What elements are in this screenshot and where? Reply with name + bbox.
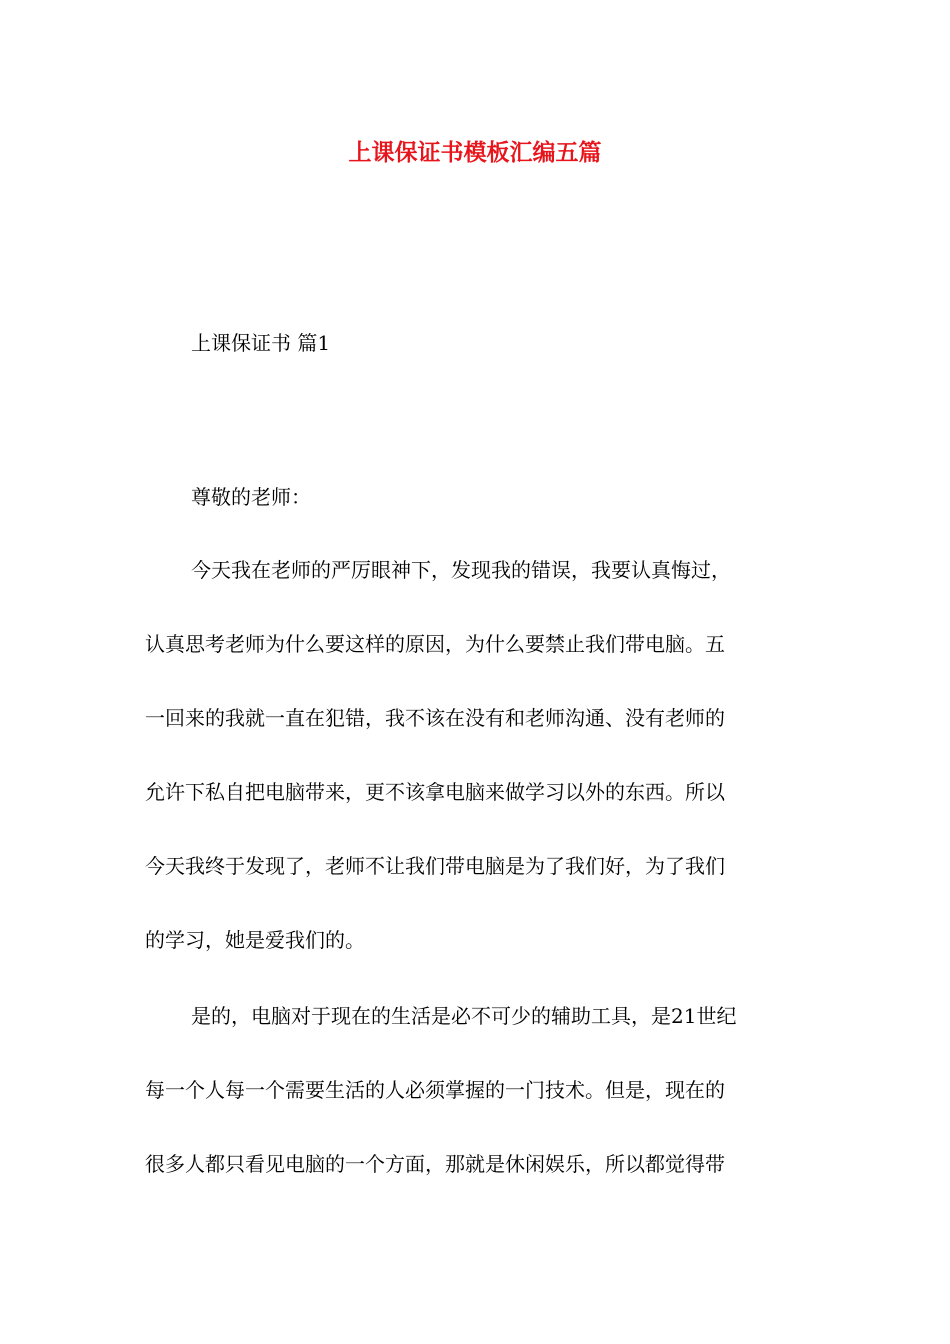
section-heading: 上课保证书 篇1 — [191, 331, 331, 355]
paragraph-line: 今天我终于发现了，老师不让我们带电脑是为了我们好，为了我们 — [145, 854, 725, 878]
document-title: 上课保证书模板汇编五篇 — [348, 139, 602, 166]
paragraph-line: 一回来的我就一直在犯错，我不该在没有和老师沟通、没有老师的 — [145, 706, 725, 730]
paragraph-line: 认真思考老师为什么要这样的原因，为什么要禁止我们带电脑。五 — [145, 632, 725, 656]
paragraph-line: 是的，电脑对于现在的生活是必不可少的辅助工具，是21世纪 — [191, 1004, 737, 1028]
paragraph-line: 很多人都只看见电脑的一个方面，那就是休闲娱乐，所以都觉得带 — [145, 1152, 725, 1176]
paragraph-line: 每一个人每一个需要生活的人必须掌握的一门技术。但是，现在的 — [145, 1078, 725, 1102]
paragraph-line: 的学习，她是爱我们的。 — [145, 928, 365, 952]
paragraph-line: 今天我在老师的严厉眼神下，发现我的错误，我要认真悔过， — [191, 558, 731, 582]
salutation: 尊敬的老师： — [191, 485, 311, 509]
paragraph-line: 允许下私自把电脑带来，更不该拿电脑来做学习以外的东西。所以 — [145, 780, 725, 804]
